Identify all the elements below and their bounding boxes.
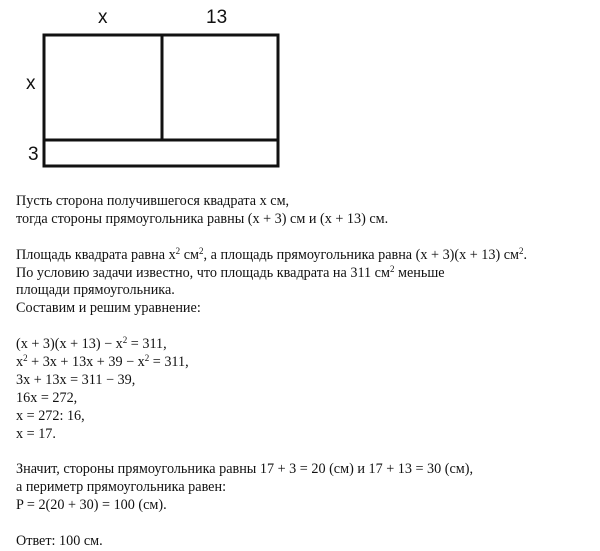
conclusion-line-2: а периметр прямоугольника равен: — [16, 479, 227, 496]
equation-line-4: 16x = 272, — [16, 389, 78, 406]
conclusion-line-1: Значит, стороны прямоугольника равны 17 + 3 = 20 (см) и 17 + 13 = 30 (см), — [16, 461, 474, 478]
label-top-x: x — [98, 7, 108, 28]
figure-drawing — [0, 0, 600, 180]
area-line-2: По условию задачи известно, что площадь квадрата на 311 $см^2$ меньше — [16, 263, 445, 281]
area-line-1: Площадь квадрата равна $x^2$ $см^2$, а площадь прямоугольника равна (x + 3)(x + 13) $см^2$. — [16, 245, 528, 263]
area-line-4: Составим и решим уравнение: — [16, 300, 201, 317]
equation-line-3: 3x + 13x = 311 − 39, — [16, 371, 136, 388]
equation-line-1: $(x + 3)(x + 13) - x^2 = 311$, — [16, 335, 167, 353]
label-top-13: 13 — [206, 7, 228, 28]
intro-line-2: тогда стороны прямоугольника равны (x + 3) см и (x + 13) см. — [16, 210, 389, 227]
rectangle-figure — [0, 0, 600, 180]
answer-line: Ответ: 100 см. — [16, 532, 103, 549]
label-left-x: x — [26, 73, 36, 94]
equation-line-5: x = 272: 16, — [16, 407, 85, 424]
conclusion-line-3: P = 2(20 + 30) = 100 (см). — [16, 497, 167, 514]
area-line-3: площади прямоугольника. — [16, 282, 175, 299]
intro-line-1: Пусть сторона получившегося квадрата x см, — [16, 193, 290, 209]
solution-text — [16, 193, 592, 551]
equation-line-6: x = 17. — [16, 425, 56, 442]
label-left-3: 3 — [28, 144, 39, 165]
equation-line-2: $x^2 + 3x + 13x + 39 - x^2 = 311$, — [16, 353, 189, 371]
